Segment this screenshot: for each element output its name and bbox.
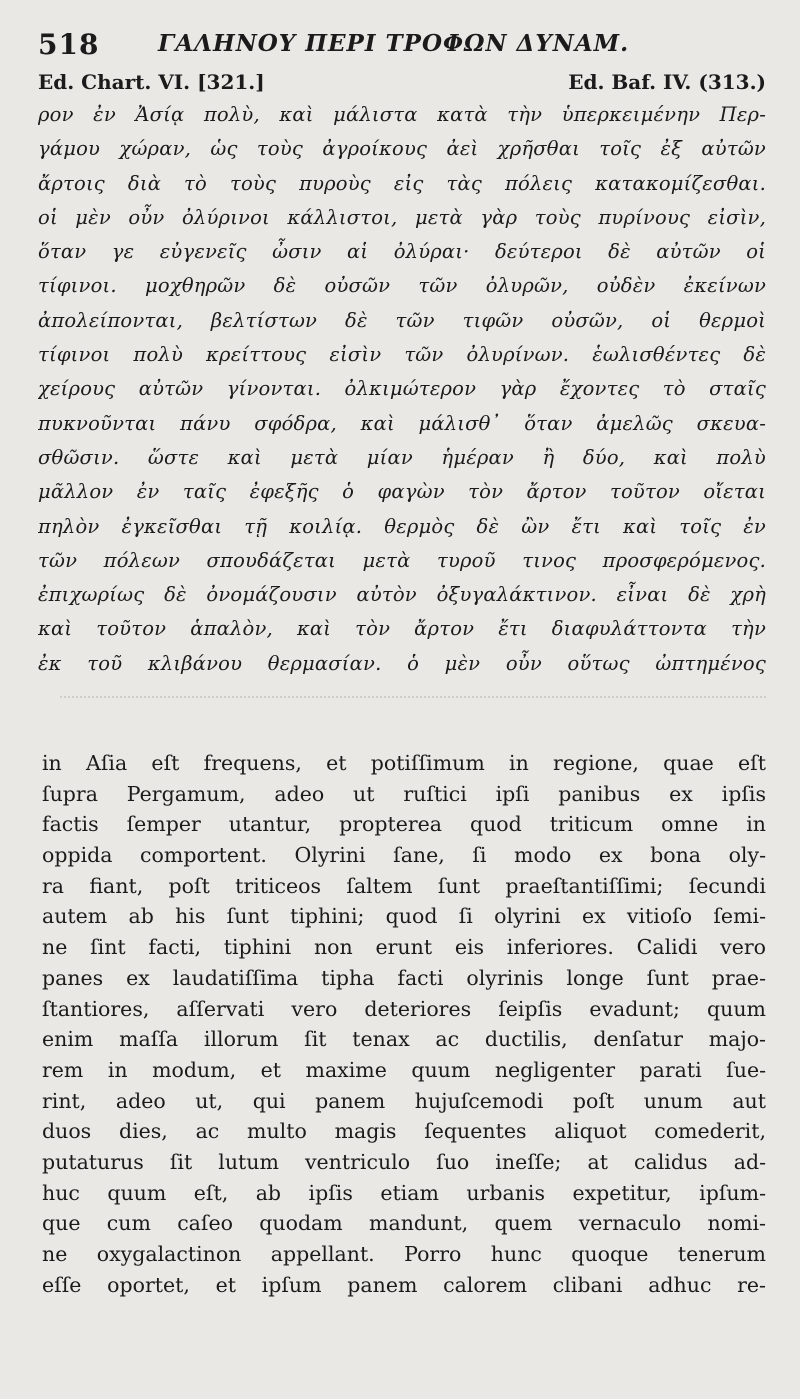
greek-text-line: τίφινοι. μοχθηρῶν δὲ οὐσῶν τῶν ὀλυρῶν, οὐδὲν ἐκείνων [38, 274, 766, 298]
greek-text-line: ἄρτοις διὰ τὸ τοὺς πυροὺς εἰς τὰς πόλεις κατακομίζεσθαι. [38, 171, 766, 195]
latin-text-line: rem in modum, et maxime quum negligenter parati ſue- [42, 1057, 766, 1082]
latin-text-line: huc quum eſt, ab ipſis etiam urbanis expetitur, ipſum- [42, 1180, 766, 1205]
greek-text-line: τίφινοι πολὺ κρείττους εἰσὶν τῶν ὀλυρίνων. ἑωλισθέντες δὲ [38, 343, 766, 367]
greek-text-line: γάμου χώραν, ὡς τοὺς ἀγροίκους ἀεὶ χρῆσθαι τοῖς ἐξ αὐτῶν [38, 137, 766, 161]
latin-text-line: enim maſſa illorum ſit tenax ac ductilis, denſatur majo- [42, 1027, 766, 1052]
greek-text-line: οἱ μὲν οὖν ὀλύρινοι κάλλιστοι, μετὰ γὰρ τοὺς πυρίνους εἰσὶν, [38, 205, 766, 229]
latin-text-line: ſtantiores, aſſervati vero deteriores ſeipſis evadunt; quum [42, 996, 766, 1021]
latin-text-line: oppida comportent. Olyrini ſane, ſi modo ex bona oly- [42, 843, 766, 868]
latin-text-line: duos dies, ac multo magis ſequentes aliquot comederit, [42, 1119, 766, 1144]
latin-text-line: ra fiant, poſt triticeos ſaltem ſunt praeſtantiſſimi; ſecundi [42, 873, 766, 898]
greek-text-line: μᾶλλον ἐν ταῖς ἐφεξῆς ὁ φαγὼν τὸν ἄρτον τοῦτον οἴεται [38, 480, 766, 504]
greek-text-line: ἀπολείπονται, βελτίστων δὲ τῶν τιφῶν οὐσῶν, οἱ θερμοὶ [38, 308, 766, 332]
latin-text-block [42, 748, 766, 1300]
edition-basel-reference: Ed. Baf. IV. (313.) [568, 70, 766, 94]
greek-text-line: τῶν πόλεων σπουδάζεται μετὰ τυροῦ τινος προσφερόμενος. [38, 548, 766, 572]
greek-text-block [38, 98, 766, 681]
running-title: ΓΑΛΗΝΟΥ ΠΕΡΙ ΤΡΟΦΩΝ ΔΥΝΑΜ. [158, 30, 630, 57]
latin-text-line: ſupra Pergamum, adeo ut ruſtici ipſi panibus ex ipſis [42, 781, 766, 806]
greek-text-line: ρον ἐν Ἀσίᾳ πολὺ, καὶ μάλιστα κατὰ τὴν ὑπερκειμένην Περ- [38, 103, 766, 126]
latin-text-line: que cum caſeo quodam mandunt, quem vernaculo nomi- [42, 1211, 766, 1236]
greek-text-line: πηλὸν ἐγκεῖσθαι τῇ κοιλίᾳ. θερμὸς δὲ ὢν ἔτι καὶ τοῖς ἐν [38, 514, 766, 538]
latin-text-line: rint, adeo ut, qui panem hujuſcemodi poſt unum aut [42, 1088, 766, 1113]
edition-reference-line [38, 70, 766, 100]
latin-text-line: in Aſia eſt frequens, et potiſſimum in regione, quae eſt [42, 751, 766, 775]
page-header [38, 22, 766, 62]
greek-text-line: ὅταν γε εὐγενεῖς ὦσιν αἱ ὀλύραι· δεύτεροι δὲ αὐτῶν οἱ [38, 240, 766, 264]
greek-text-line: ἐκ τοῦ κλιβάνου θερμασίαν. ὁ μὲν οὖν οὕτως ὠπτημένος [38, 651, 766, 675]
show-through-artifact [60, 696, 766, 726]
greek-text-line: σθῶσιν. ὥστε καὶ μετὰ μίαν ἡμέραν ἢ δύο, καὶ πολὺ [38, 445, 766, 469]
latin-text-line: ne ſint facti, tiphini non erunt eis inferiores. Calidi vero [42, 935, 766, 960]
page-number: 518 [38, 28, 100, 61]
greek-text-line: ἐπιχωρίως δὲ ὀνομάζουσιν αὐτὸν ὀξυγαλάκτινον. εἶναι δὲ χρὴ [38, 583, 766, 607]
latin-text-line: putaturus ſit lutum ventriculo ſuo ineſſe; at calidus ad- [42, 1149, 766, 1174]
latin-text-line: panes ex laudatiſſima tipha facti olyrinis longe ſunt prae- [42, 965, 766, 990]
latin-text-line: factis ſemper utantur, propterea quod triticum omne in [42, 812, 766, 837]
latin-text-line: autem ab his ſunt tiphini; quod ſi olyrini ex vitioſo ſemi- [42, 904, 766, 929]
latin-text-line: eſſe oportet, et ipſum panem calorem clibani adhuc re- [42, 1272, 766, 1297]
latin-text-line: ne oxygalactinon appellant. Porro hunc quoque tenerum [42, 1242, 766, 1266]
greek-text-line: πυκνοῦνται πάνυ σφόδρα, καὶ μάλισθ᾽ ὅταν ἀμελῶς σκευα- [38, 411, 766, 435]
greek-text-line: καὶ τοῦτον ἁπαλὸν, καὶ τὸν ἄρτον ἔτι διαφυλάττοντα τὴν [38, 617, 766, 641]
edition-chartier-reference: Ed. Chart. VI. [321.] [38, 70, 265, 94]
greek-text-line: χείρους αὐτῶν γίνονται. ὀλκιμώτερον γὰρ ἔχοντες τὸ σταῖς [38, 377, 766, 401]
